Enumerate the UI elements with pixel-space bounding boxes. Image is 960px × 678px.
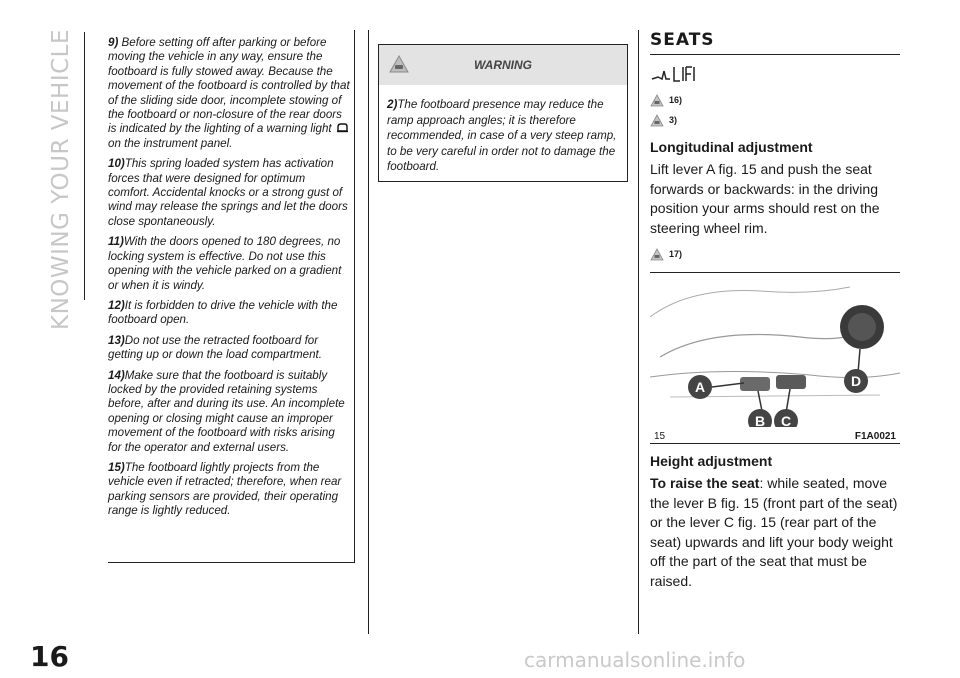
lever-c bbox=[776, 375, 806, 389]
label-a bbox=[688, 375, 712, 399]
page-number: 16 bbox=[30, 640, 69, 673]
longitudinal-text: Lift lever A fig. 15 and push the seat forwards or backwards: in the driving position your arms should rest on the steering wheel rim. bbox=[650, 161, 880, 236]
reference-row bbox=[650, 92, 900, 108]
note-number: 14) bbox=[108, 368, 125, 382]
figure-number: 15 bbox=[654, 431, 666, 442]
seat-figure bbox=[650, 277, 900, 427]
notes-text bbox=[108, 36, 350, 525]
raise-seat-text: : while seated, move the lever B fig. 15 (front part of the seat) or the lever C fig. 15 (rear part of the seat) upwards and lift your body weight off the part of the seat that must be raised. bbox=[650, 475, 898, 589]
longitudinal-heading: Longitudinal adjustment bbox=[650, 139, 813, 155]
svg-text:C: C bbox=[780, 413, 792, 427]
warning-box bbox=[378, 44, 628, 182]
chapter-title: KNOWING YOUR VEHICLE bbox=[48, 28, 74, 330]
caution-icon bbox=[650, 248, 664, 261]
figure-15 bbox=[650, 272, 900, 444]
note-13 bbox=[108, 334, 350, 363]
note-text: Before setting off after parking or before moving the vehicle in any way, ensure the footboard is fully stowed away. Because the movement of the footboard is controlled by that of the sliding side door, incomplete stowing of the footboard or non-closure of the rear doors is indicated by the lighting of a warning light bbox=[108, 36, 350, 136]
note-text-continued: on the instrument panel. bbox=[108, 136, 233, 150]
note-number: 9) bbox=[108, 36, 119, 49]
figure-code: F1A0021 bbox=[854, 431, 896, 442]
reference-label: 17) bbox=[669, 249, 683, 259]
label-c bbox=[774, 409, 798, 427]
note-number: 11) bbox=[108, 235, 124, 249]
car-door-warning-icon bbox=[336, 122, 349, 133]
height-text bbox=[650, 474, 900, 591]
warning-body bbox=[379, 85, 627, 175]
note-11 bbox=[108, 235, 350, 293]
raise-seat-label: To raise the seat bbox=[650, 475, 760, 491]
lever-b bbox=[740, 377, 770, 391]
label-b bbox=[748, 409, 772, 427]
column-divider-2 bbox=[638, 30, 639, 634]
notes-box bbox=[108, 30, 355, 563]
reference-row bbox=[650, 246, 900, 262]
note-14 bbox=[108, 369, 350, 455]
warning-number: 2) bbox=[387, 98, 398, 111]
warning-text: The footboard presence may reduce the ramp approach angles; it is therefore recommended, in case of a very steep ramp, to be very careful in order not to damage the footboard. bbox=[387, 98, 617, 173]
svg-text:B: B bbox=[754, 413, 766, 427]
caution-icon bbox=[650, 114, 664, 127]
reference-label: 16) bbox=[669, 95, 683, 105]
note-12 bbox=[108, 299, 350, 328]
note-number: 13) bbox=[108, 333, 125, 347]
svg-text:A: A bbox=[694, 379, 706, 395]
seats-section bbox=[650, 30, 900, 591]
reference-row bbox=[650, 112, 900, 128]
warning-header bbox=[379, 45, 627, 85]
section-title: SEATS bbox=[650, 30, 900, 55]
seat-symbol-icon bbox=[650, 63, 696, 83]
note-number: 12) bbox=[108, 298, 125, 312]
note-text: Do not use the retracted footboard for getting up or down the load compartment. bbox=[108, 333, 322, 362]
note-15 bbox=[108, 461, 350, 519]
svg-text:D: D bbox=[850, 373, 862, 389]
watermark: carmanualsonline.info bbox=[524, 648, 746, 672]
note-text: Make sure that the footboard is suitably locked by the provided retaining systems before, after and during its use. An incomplete opening or closing might cause an improper movement of the footboard with risks arising for the operator and external users. bbox=[108, 368, 345, 454]
column-divider-1 bbox=[368, 30, 369, 634]
seat-symbol bbox=[650, 63, 900, 88]
note-9 bbox=[108, 36, 350, 151]
note-text: With the doors opened to 180 degrees, no locking system is effective. Do not use this opening with the vehicle parked on a gradient or when it is windy. bbox=[108, 235, 342, 292]
label-d bbox=[844, 369, 868, 393]
reference-label: 3) bbox=[669, 115, 678, 125]
note-text: It is forbidden to drive the vehicle with the footboard open. bbox=[108, 298, 338, 327]
note-number: 10) bbox=[108, 157, 125, 171]
height-heading: Height adjustment bbox=[650, 453, 773, 469]
note-number: 15) bbox=[108, 460, 125, 474]
chapter-divider bbox=[84, 32, 85, 300]
note-10 bbox=[108, 157, 350, 229]
note-text: This spring loaded system has activation forces that were designed for optimum comfort. Accidental knocks or a strong gust of wind may release the springs and let the doors close spontaneously. bbox=[108, 157, 348, 228]
note-text: The footboard lightly projects from the vehicle even if retracted; therefore, when rear parking sensors are provided, their operating range is lightly reduced. bbox=[108, 460, 342, 518]
warning-title: WARNING bbox=[474, 58, 532, 72]
caution-icon bbox=[650, 94, 664, 107]
